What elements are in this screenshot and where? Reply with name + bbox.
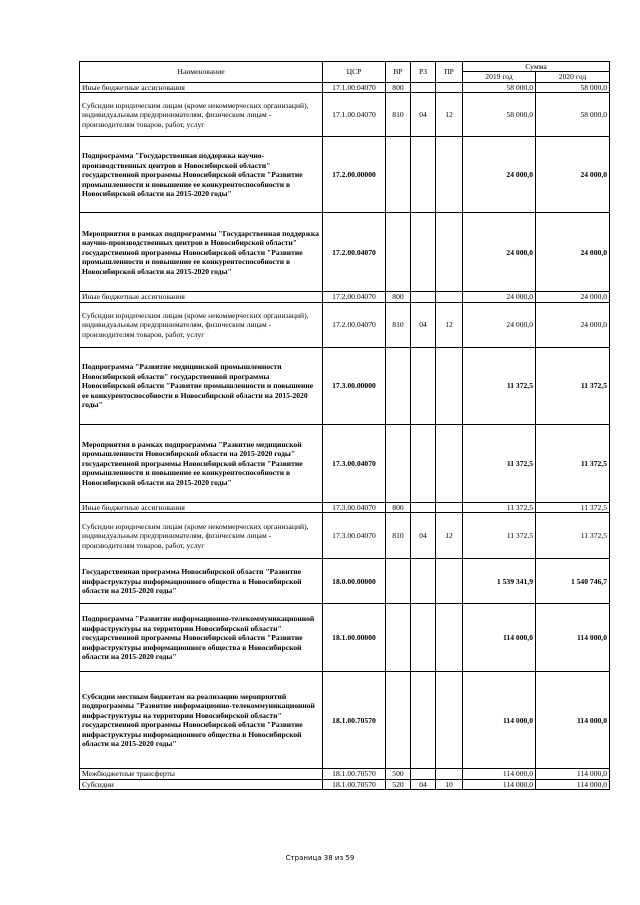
table-row	[80, 502, 610, 512]
row-csr: 17.2.00.04070	[323, 302, 386, 347]
row-name: Иные бюджетные ассигнования	[80, 82, 323, 92]
row-amount-2020: 58 000,0	[536, 82, 610, 92]
row-amount-2020: 114 000,0	[536, 604, 610, 672]
row-vr: 800	[386, 82, 411, 92]
row-csr: 17.2.00.04070	[323, 292, 386, 302]
row-name: Иные бюджетные ассигнования	[80, 292, 323, 302]
header-2020: 2020 год	[536, 72, 610, 82]
row-amount-2019: 58 000,0	[463, 93, 536, 137]
row-amount-2019: 24 000,0	[463, 302, 536, 347]
budget-table	[79, 61, 610, 790]
row-rz: 04	[411, 93, 436, 137]
row-csr: 18.1.00.00000	[323, 604, 386, 672]
row-amount-2020: 24 000,0	[536, 292, 610, 302]
row-vr	[386, 559, 411, 604]
row-rz	[411, 137, 436, 213]
row-pr: 10	[436, 779, 463, 789]
row-amount-2020: 24 000,0	[536, 137, 610, 213]
header-vr: ВР	[386, 62, 411, 83]
header-name: Наименование	[80, 62, 323, 83]
row-rz	[411, 424, 436, 502]
row-pr: 12	[436, 513, 463, 559]
row-amount-2019: 11 372,5	[463, 424, 536, 502]
row-name: Подпрограмма "Развитие информационно-телекоммуникационной инфраструктуры на территории Новосибирской области" государственной программы Новосибирской области "Развитие инфраструктуры информационного общества в Новосибирской области на 2015-2020 годы"	[80, 604, 323, 672]
row-vr: 810	[386, 93, 411, 137]
row-pr	[436, 82, 463, 92]
table-row	[80, 93, 610, 137]
table-row	[80, 292, 610, 302]
row-name: Подпрограмма "Развитие медицинской промышленности Новосибирской области" государственной программы Новосибирской области "Развитие промышленности и повышение ее конкурентоспособности в Новосибирской области на 2015-2020 годы"	[80, 347, 323, 424]
row-amount-2019: 114 000,0	[463, 672, 536, 769]
table-row	[80, 513, 610, 559]
row-rz	[411, 213, 436, 292]
row-amount-2019: 58 000,0	[463, 82, 536, 92]
row-name: Межбюджетные трансферты	[80, 769, 323, 779]
row-pr	[436, 672, 463, 769]
row-rz	[411, 672, 436, 769]
row-csr: 17.3.00.00000	[323, 347, 386, 424]
table-row	[80, 769, 610, 779]
row-name: Субсидии юридическим лицам (кроме некоммерческих организаций), индивидуальным предпринимателям, физическим лицам - производителям товаров, работ, услуг	[80, 93, 323, 137]
table-row	[80, 559, 610, 604]
row-csr: 18.1.00.70570	[323, 672, 386, 769]
row-amount-2019: 114 000,0	[463, 769, 536, 779]
row-pr: 12	[436, 93, 463, 137]
row-amount-2020: 58 000,0	[536, 93, 610, 137]
row-amount-2020: 114 000,0	[536, 769, 610, 779]
row-rz	[411, 292, 436, 302]
row-rz	[411, 559, 436, 604]
row-amount-2020: 114 000,0	[536, 779, 610, 789]
header-2019: 2019 год	[463, 72, 536, 82]
header-pr: ПР	[436, 62, 463, 83]
row-csr: 18.1.00.70570	[323, 769, 386, 779]
row-name: Мероприятия в рамках подпрограммы "Развитие медицинской промышленности Новосибирской области на 2015-2020 годы" государственной программы Новосибирской области "Развитие промышленности и повышение ее конкурентоспособности в Новосибирской области на 2015-2020 годы"	[80, 424, 323, 502]
row-pr	[436, 292, 463, 302]
row-vr: 500	[386, 769, 411, 779]
row-pr: 12	[436, 302, 463, 347]
row-amount-2019: 11 372,5	[463, 347, 536, 424]
row-csr: 17.1.00.04070	[323, 82, 386, 92]
table-row	[80, 137, 610, 213]
row-rz: 04	[411, 779, 436, 789]
row-csr: 17.3.00.04070	[323, 513, 386, 559]
table-row	[80, 302, 610, 347]
header-rz: РЗ	[411, 62, 436, 83]
row-name: Мероприятия в рамках подпрограммы "Государственная поддержка научно-производственных центров в Новосибирской области" государственной программы Новосибирской области "Развитие промышленности и повышение ее конкурентоспособности в Новосибирской области на 2015-2020 годы"	[80, 213, 323, 292]
row-amount-2019: 11 372,5	[463, 502, 536, 512]
row-vr: 520	[386, 779, 411, 789]
table-row	[80, 424, 610, 502]
table-row	[80, 347, 610, 424]
row-amount-2019: 24 000,0	[463, 137, 536, 213]
row-amount-2019: 1 539 341,9	[463, 559, 536, 604]
row-pr	[436, 559, 463, 604]
row-amount-2020: 114 000,0	[536, 672, 610, 769]
row-csr: 17.2.00.00000	[323, 137, 386, 213]
row-name: Государственная программа Новосибирской области "Развитие инфраструктуры информационного общества в Новосибирской области на 2015-2020 годы"	[80, 559, 323, 604]
row-vr: 800	[386, 292, 411, 302]
row-csr: 18.1.00.70570	[323, 779, 386, 789]
row-rz	[411, 82, 436, 92]
row-name: Подпрограмма "Государственная поддержка научно-производственных центров в Новосибирской области" государственной программы Новосибирской области "Развитие промышленности и повышение ее конкурентоспособности в Новосибирской области на 2015-2020 годы"	[80, 137, 323, 213]
row-pr	[436, 424, 463, 502]
row-vr	[386, 672, 411, 769]
row-vr: 810	[386, 302, 411, 347]
row-csr: 17.2.00.04070	[323, 213, 386, 292]
row-vr	[386, 213, 411, 292]
row-csr: 17.3.00.04070	[323, 424, 386, 502]
row-vr	[386, 424, 411, 502]
row-name: Субсидии юридическим лицам (кроме некоммерческих организаций), индивидуальным предпринимателям, физическим лицам - производителям товаров, работ, услуг	[80, 513, 323, 559]
row-amount-2020: 11 372,5	[536, 424, 610, 502]
row-name: Субсидии	[80, 779, 323, 789]
row-pr	[436, 347, 463, 424]
table-row	[80, 82, 610, 92]
row-amount-2019: 114 000,0	[463, 779, 536, 789]
row-rz	[411, 347, 436, 424]
row-vr	[386, 347, 411, 424]
row-csr: 18.0.00.00000	[323, 559, 386, 604]
row-vr	[386, 137, 411, 213]
table-row	[80, 213, 610, 292]
header-csr: ЦСР	[323, 62, 386, 83]
row-amount-2019: 24 000,0	[463, 213, 536, 292]
row-amount-2020: 1 540 746,7	[536, 559, 610, 604]
page-number: Страница 38 из 59	[285, 854, 355, 862]
row-amount-2020: 11 372,5	[536, 502, 610, 512]
row-rz	[411, 502, 436, 512]
row-rz: 04	[411, 513, 436, 559]
row-vr: 810	[386, 513, 411, 559]
row-amount-2020: 24 000,0	[536, 302, 610, 347]
row-rz	[411, 769, 436, 779]
row-pr	[436, 769, 463, 779]
row-amount-2020: 11 372,5	[536, 513, 610, 559]
row-rz: 04	[411, 302, 436, 347]
row-amount-2019: 24 000,0	[463, 292, 536, 302]
table-row	[80, 672, 610, 769]
row-amount-2020: 11 372,5	[536, 347, 610, 424]
row-rz	[411, 604, 436, 672]
row-name: Иные бюджетные ассигнования	[80, 502, 323, 512]
row-name: Субсидии местным бюджетам на реализацию мероприятий подпрограммы "Развитие информационно-телекоммуникационной инфраструктуры на территории Новосибирской области" государственной программы Новосибирской области "Развитие инфраструктуры информационного общества в Новосибирской области на 2015-2020 годы"	[80, 672, 323, 769]
row-pr	[436, 137, 463, 213]
table-row	[80, 779, 610, 789]
row-vr	[386, 604, 411, 672]
table-row	[80, 604, 610, 672]
row-csr: 17.1.00.04070	[323, 93, 386, 137]
row-amount-2019: 114 000,0	[463, 604, 536, 672]
row-pr	[436, 213, 463, 292]
row-pr	[436, 604, 463, 672]
row-pr	[436, 502, 463, 512]
row-vr: 800	[386, 502, 411, 512]
row-amount-2020: 24 000,0	[536, 213, 610, 292]
table-body	[80, 82, 610, 789]
row-csr: 17.3.00.04070	[323, 502, 386, 512]
row-name: Субсидии юридическим лицам (кроме некоммерческих организаций), индивидуальным предпринимателям, физическим лицам - производителям товаров, работ, услуг	[80, 302, 323, 347]
row-amount-2019: 11 372,5	[463, 513, 536, 559]
header-sum: Сумма	[463, 62, 610, 72]
